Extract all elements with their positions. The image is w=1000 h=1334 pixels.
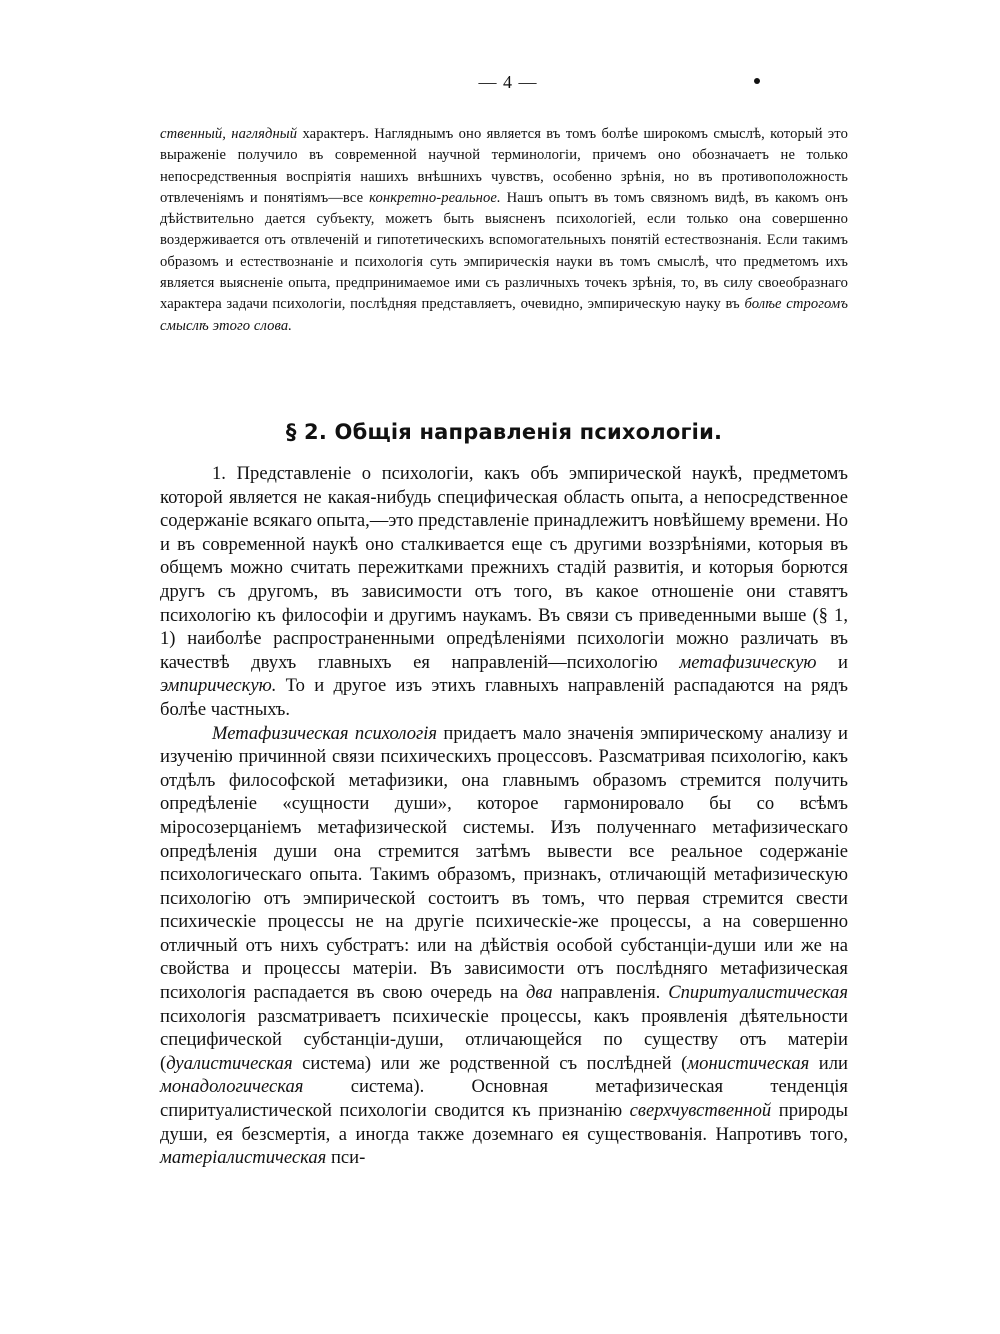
main-text	[160, 462, 848, 1170]
paragraph-text: характеръ. Нагляднымъ оно является въ томъ болѣе широкомъ смыслѣ, который это выраженіе получило въ современной научной терминологіи, причемъ оно обозначаетъ не только непосредственныя воспріятія нашихъ внѣшнихъ чувствъ, особенно зрѣнія, но въ противоположность отвлеченіямъ и понятіямъ—все	[160, 126, 848, 206]
italic-text: конкретно-реальное.	[369, 189, 501, 206]
paragraph-text: система) или же родственной съ послѣдней (	[292, 1052, 688, 1074]
italic-text: сверхчувственной	[629, 1100, 772, 1122]
ink-dot	[754, 78, 760, 84]
section-heading: § 2. Общія направленія психологіи.	[285, 420, 723, 444]
paragraph-text: и	[816, 651, 849, 673]
italic-text: ственный, наглядный	[160, 126, 298, 142]
page-header	[0, 70, 1000, 100]
paragraph-text: система). Основная метафизическая тенденція спиритуалистической психологіи сводится къ признанію	[160, 1076, 848, 1122]
italic-text: матеріалистическая	[160, 1147, 327, 1169]
paragraph-text: Нашъ опытъ въ томъ связномъ видѣ, въ какомъ онъ дѣйствительно дается субъекту, можетъ быть выясненъ психологіей, если только она совершенно воздерживается отъ отвлеченій и гипотетическихъ вспомогательныхъ понятій естествознанія. Если такимъ образомъ и естествознаніе и психологія суть эмпирическія науки въ томъ смыслѣ, что предметомъ ихъ является выясненіе опыта, предпринимаемое ими съ различныхъ точекъ зрѣнія, то, въ силу своеобразнаго характера задачи психологіи, послѣдняя представляетъ, очевидно, эмпирическую науку въ	[160, 189, 848, 313]
paragraph-text: психологія разсматриваетъ психическіе процессы, какъ проявленія дѣятельности специфической субстанціи-души, отличающейся по существу отъ матеріи (	[160, 1005, 848, 1074]
italic-text: дуалистическая	[166, 1052, 293, 1074]
italic-text: монадологическая	[160, 1076, 304, 1098]
paragraph-text: направленія.	[552, 982, 669, 1004]
paragraph-text: природы души, ея безсмертія, а иногда также доземнаго ея существованія. Напротивъ того,	[160, 1100, 848, 1145]
paragraph-2	[160, 722, 848, 1170]
italic-text: Спиритуалистическая	[668, 982, 848, 1004]
italic-text: Метафизическая психологія	[212, 722, 438, 744]
intro-paragraph	[160, 124, 848, 337]
paragraph-text: придаетъ мало значенія эмпирическому анализу и изученію причинной связи психическихъ процессовъ. Разсматривая психологію, какъ отдѣлъ философской метафизики, она главнымъ образомъ стремится получить опредѣленіе «сущности души», которое гармонировало бы со всѣмъ міросозерцаніемъ метафизической системы. Изъ полученнаго метафизическаго опредѣленія души она стремится затѣмъ вывести все реальное содержаніе психологическаго опыта. Такимъ образомъ, признакъ, отличающій метафизическую психологію отъ эмпирической состоитъ въ томъ, что первая стремится свести психическіе процессы не на другіе психическіе-же процессы, а на совершенно отличный отъ нихъ субстратъ: или на дѣйствія особой субстанціи-души или же на свойства и процессы матеріи. Въ зависимости отъ послѣдняго метафизическая психологія распадается въ свою очередь на	[160, 722, 848, 1004]
paragraph-text: То и другое изъ этихъ главныхъ направленій распадаются на рядъ болѣе частныхъ.	[160, 675, 848, 720]
italic-text: болѣе строгомъ смыслѣ этого слова.	[160, 296, 848, 334]
page-number: — 4 —	[478, 72, 538, 92]
italic-text: монистическая	[687, 1052, 810, 1074]
paragraph-text: или	[809, 1052, 848, 1074]
italic-text: два	[525, 982, 553, 1004]
paragraph-text: пси-	[326, 1147, 366, 1169]
italic-text: метафизическую	[679, 651, 817, 673]
italic-text: эмпирическую.	[160, 675, 277, 697]
paragraph-text: 1. Представленіе о психологіи, какъ объ эмпирической наукѣ, предметомъ которой является не какая-нибудь специфическая область опыта, а непосредственное содержаніе всякаго опыта,—это представленіе принадлежитъ новѣйшему времени. Но и въ современной наукѣ оно сталкивается еще съ другими воззрѣніями, которыя въ общемъ можно считать пережитками прежнихъ стадій развитія, и которыя борются другъ съ другомъ, въ зависимости отъ того, въ какое отношеніе они ставятъ психологію къ философіи и другимъ наукамъ. Въ связи съ приведенными выше (§ 1, 1) наиболѣе распространенными опредѣленіями психологіи можно различать въ качествѣ двухъ главныхъ ея направленій—психологію	[160, 463, 848, 673]
paragraph-1	[160, 462, 848, 722]
